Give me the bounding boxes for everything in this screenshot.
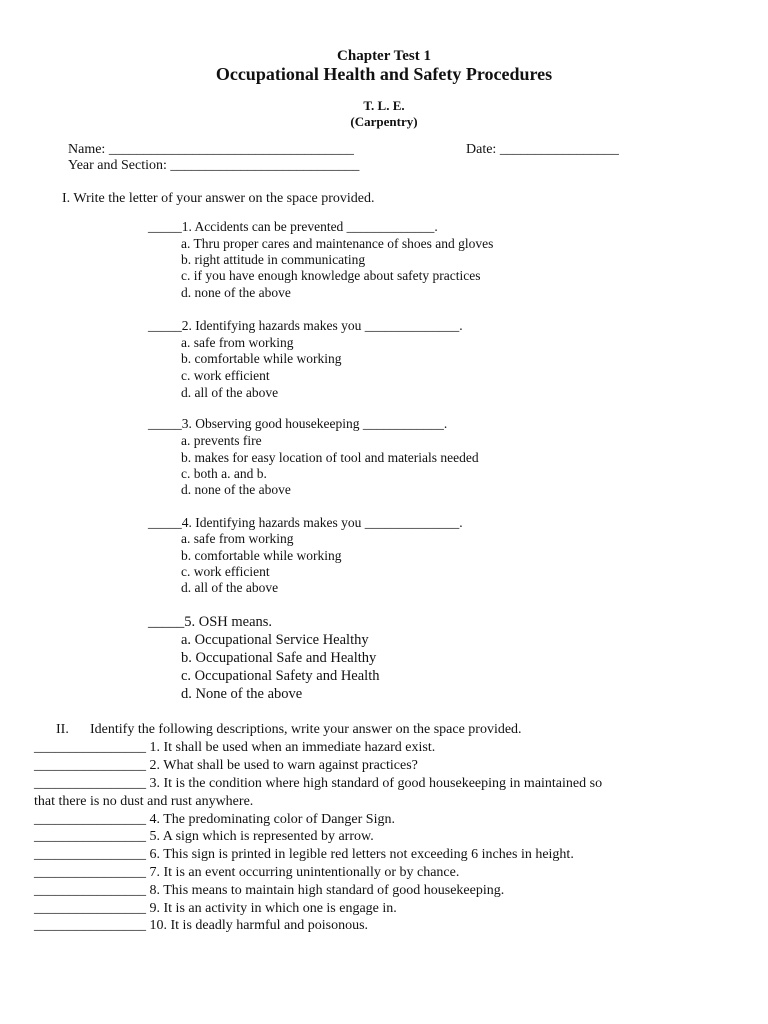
year-section-field: Year and Section: ___________________________ (68, 158, 360, 173)
q3-option-a: a. prevents fire (181, 433, 262, 448)
part2-instruction: Identify the following descriptions, write your answer on the space provided. (90, 722, 522, 737)
part2-item-3-continued: that there is no dust and rust anywhere. (34, 794, 254, 809)
q4-option-b: b. comfortable while working (181, 548, 342, 563)
part1-instruction: I. Write the letter of your answer on the space provided. (62, 191, 375, 206)
q4-option-a: a. safe from working (181, 531, 294, 546)
subject-label: T. L. E. (363, 98, 405, 113)
page-title: Occupational Health and Safety Procedures (215, 64, 553, 84)
part2-item-9: ________________ 9. It is an activity in which one is engage in. (34, 901, 397, 916)
q5-option-a: a. Occupational Service Healthy (181, 632, 369, 648)
part2-item-2: ________________ 2. What shall be used to warn against practices? (34, 758, 418, 773)
part2-item-1: ________________ 1. It shall be used when an immediate hazard exist. (34, 740, 436, 755)
q2-option-b: b. comfortable while working (181, 351, 342, 366)
q4-option-d: d. all of the above (181, 580, 279, 595)
part2-numeral: II. (56, 722, 69, 737)
name-field: Name: ___________________________________ (68, 142, 354, 157)
q1-option-c: c. if you have enough knowledge about safety practices (181, 268, 481, 283)
part2-item-10: ________________ 10. It is deadly harmful and poisonous. (34, 918, 369, 933)
q3-option-c: c. both a. and b. (181, 466, 267, 481)
q2-option-a: a. safe from working (181, 335, 294, 350)
part2-item-3: ________________ 3. It is the condition where high standard of good housekeeping in maintained so (34, 776, 603, 791)
part2-item-4: ________________ 4. The predominating color of Danger Sign. (34, 812, 395, 827)
q3-option-b: b. makes for easy location of tool and materials needed (181, 450, 479, 465)
question-3: _____3. Observing good housekeeping ____________. (148, 416, 448, 431)
q2-option-d: d. all of the above (181, 385, 279, 400)
date-field: Date: _________________ (466, 142, 619, 157)
q1-option-d: d. none of the above (181, 285, 291, 300)
question-1: _____1. Accidents can be prevented _____________. (148, 219, 438, 234)
q1-option-a: a. Thru proper cares and maintenance of shoes and gloves (181, 236, 494, 251)
question-4: _____4. Identifying hazards makes you ______________. (148, 515, 463, 530)
question-5: _____5. OSH means. (148, 614, 273, 630)
q5-option-b: b. Occupational Safe and Healthy (181, 650, 377, 666)
q2-option-c: c. work efficient (181, 368, 270, 383)
part2-item-5: ________________ 5. A sign which is represented by arrow. (34, 829, 374, 844)
q4-option-c: c. work efficient (181, 564, 270, 579)
q3-option-d: d. none of the above (181, 482, 291, 497)
question-2: _____2. Identifying hazards makes you ______________. (148, 318, 463, 333)
chapter-label: Chapter Test 1 (337, 48, 431, 64)
part2-item-7: ________________ 7. It is an event occurring unintentionally or by chance. (34, 865, 460, 880)
q5-option-d: d. None of the above (181, 686, 303, 702)
part2-item-6: ________________ 6. This sign is printed in legible red letters not exceeding 6 inches in height. (34, 847, 574, 862)
q1-option-b: b. right attitude in communicating (181, 252, 366, 267)
track-label: (Carpentry) (350, 114, 418, 129)
part2-item-8: ________________ 8. This means to maintain high standard of good housekeeping. (34, 883, 505, 898)
q5-option-c: c. Occupational Safety and Health (181, 668, 380, 684)
